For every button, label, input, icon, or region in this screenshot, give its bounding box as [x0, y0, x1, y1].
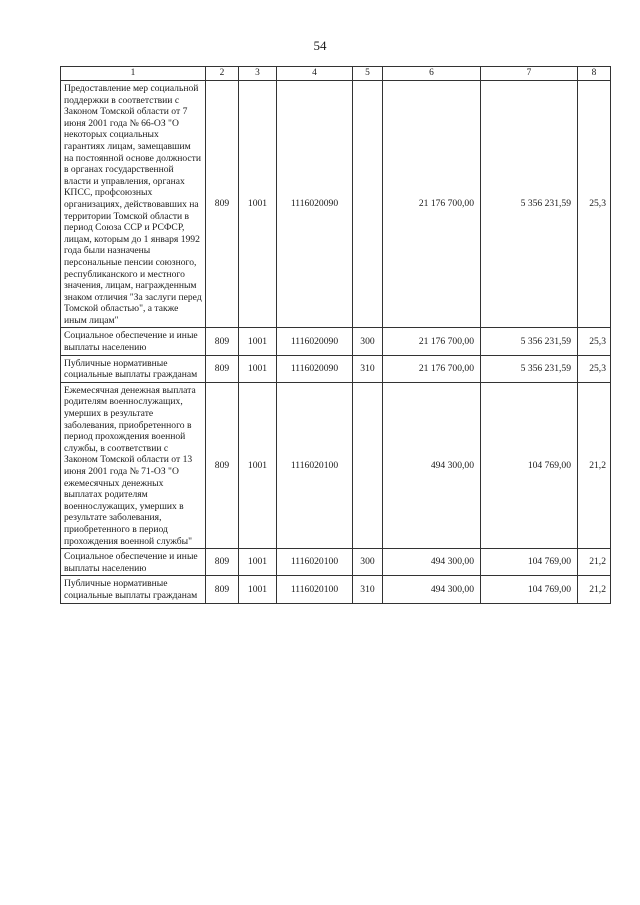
row-description: Социальное обеспечение и иные выплаты населению — [61, 549, 206, 576]
table-row — [61, 549, 611, 576]
cell-expense-type: 310 — [353, 355, 383, 382]
column-header: 2 — [206, 67, 239, 81]
cell-actual-amount: 5 356 231,59 — [481, 81, 578, 328]
cell-plan-amount: 21 176 700,00 — [383, 328, 481, 355]
cell-percent: 21,2 — [578, 382, 611, 548]
cell-percent: 21,2 — [578, 549, 611, 576]
cell-expense-type: 300 — [353, 328, 383, 355]
cell-plan-amount: 494 300,00 — [383, 549, 481, 576]
cell-ministry-code: 809 — [206, 576, 239, 603]
cell-percent: 25,3 — [578, 328, 611, 355]
table-row — [61, 81, 611, 328]
row-description: Предоставление мер социальной поддержки в соответствии с Законом Томской области от 7 июня 2001 года № 66-ОЗ "О некоторых социальных гарантиях лицам, замещавшим на постоянной основе должности в органах государственной власти и управления, органах КПСС, профсоюзных организациях, действовавших на территории Томской области в период Союза ССР и РСФСР, лицам, которым до 1 января 1992 года были назначены персональные пенсии союзного, республиканского и местного значения, лицам, награжденным знаком отличия "За заслуги перед Томской областью", а также иным лицам" — [61, 81, 206, 328]
cell-ministry-code: 809 — [206, 382, 239, 548]
cell-percent: 25,3 — [578, 355, 611, 382]
page-number: 54 — [313, 38, 327, 53]
table-row — [61, 382, 611, 548]
cell-actual-amount: 5 356 231,59 — [481, 355, 578, 382]
cell-plan-amount: 21 176 700,00 — [383, 81, 481, 328]
cell-actual-amount: 104 769,00 — [481, 576, 578, 603]
cell-section-code: 1001 — [239, 382, 277, 548]
cell-ministry-code: 809 — [206, 81, 239, 328]
cell-plan-amount: 494 300,00 — [383, 576, 481, 603]
cell-ministry-code: 809 — [206, 328, 239, 355]
cell-section-code: 1001 — [239, 549, 277, 576]
column-header: 6 — [383, 67, 481, 81]
table-row — [61, 328, 611, 355]
cell-target-code: 1116020090 — [277, 81, 353, 328]
cell-actual-amount: 104 769,00 — [481, 549, 578, 576]
cell-percent: 21,2 — [578, 576, 611, 603]
cell-expense-type — [353, 81, 383, 328]
cell-target-code: 1116020100 — [277, 382, 353, 548]
cell-target-code: 1116020090 — [277, 328, 353, 355]
column-header: 3 — [239, 67, 277, 81]
row-description: Ежемесячная денежная выплата родителям военнослужащих, умерших в результате заболевания, приобретенного в период прохождения военной службы, в соответствии с Законом Томской области от 13 июня 2001 года № 71-ОЗ "О ежемесячных денежных выплатах родителям военнослужащих, умерших в результате заболевания, приобретенного в период прохождения военной службы" — [61, 382, 206, 548]
cell-plan-amount: 21 176 700,00 — [383, 355, 481, 382]
row-description: Публичные нормативные социальные выплаты гражданам — [61, 355, 206, 382]
row-description: Социальное обеспечение и иные выплаты населению — [61, 328, 206, 355]
row-description: Публичные нормативные социальные выплаты гражданам — [61, 576, 206, 603]
column-header: 7 — [481, 67, 578, 81]
cell-ministry-code: 809 — [206, 355, 239, 382]
cell-expense-type — [353, 382, 383, 548]
cell-section-code: 1001 — [239, 576, 277, 603]
header-row — [61, 67, 611, 81]
column-header: 1 — [61, 67, 206, 81]
cell-target-code: 1116020100 — [277, 549, 353, 576]
table-row — [61, 576, 611, 603]
table-row — [61, 355, 611, 382]
column-header: 8 — [578, 67, 611, 81]
cell-plan-amount: 494 300,00 — [383, 382, 481, 548]
cell-target-code: 1116020090 — [277, 355, 353, 382]
cell-target-code: 1116020100 — [277, 576, 353, 603]
cell-section-code: 1001 — [239, 328, 277, 355]
cell-actual-amount: 104 769,00 — [481, 382, 578, 548]
cell-expense-type: 300 — [353, 549, 383, 576]
cell-percent: 25,3 — [578, 81, 611, 328]
cell-section-code: 1001 — [239, 355, 277, 382]
budget-table — [60, 66, 611, 604]
cell-section-code: 1001 — [239, 81, 277, 328]
column-header: 4 — [277, 67, 353, 81]
cell-actual-amount: 5 356 231,59 — [481, 328, 578, 355]
cell-ministry-code: 809 — [206, 549, 239, 576]
column-header: 5 — [353, 67, 383, 81]
cell-expense-type: 310 — [353, 576, 383, 603]
